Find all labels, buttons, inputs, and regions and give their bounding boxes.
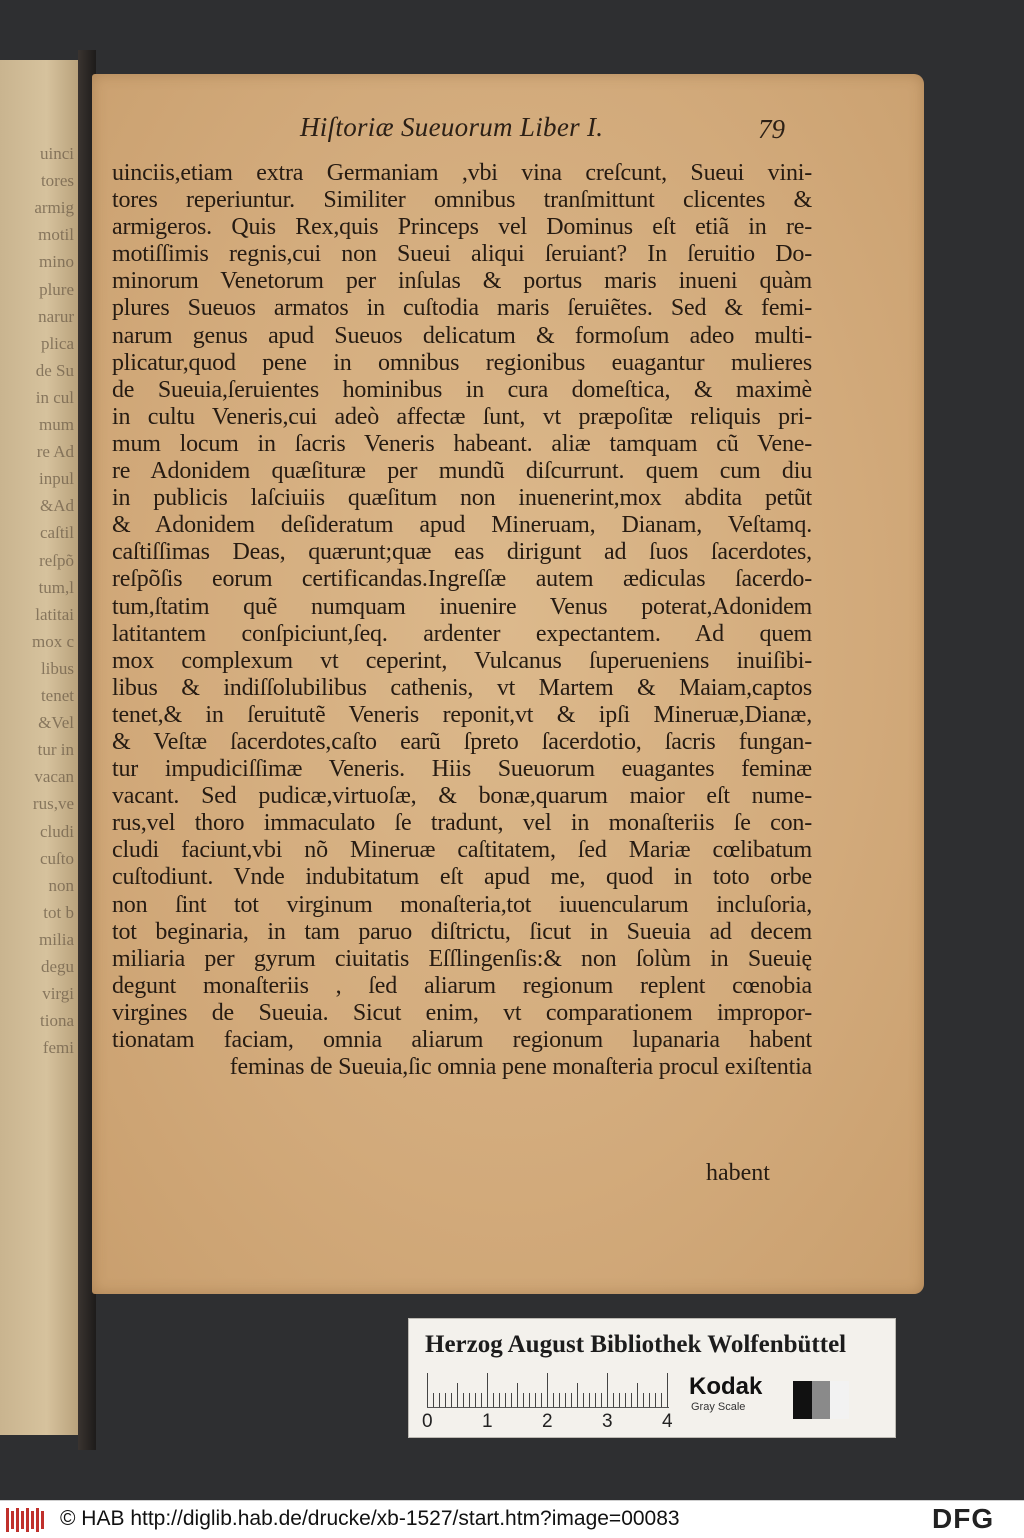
text-line: in publicis laſciuiis quæſitum non inuenerint,mox abdita petũt	[112, 485, 812, 512]
library-name: Herzog August Bibliothek Wolfenbüttel	[425, 1331, 847, 1358]
ruler-tick	[451, 1393, 452, 1407]
text-line: virgines de Sueuia. Sicut enim, vt comparationem impropor-	[112, 999, 812, 1026]
text-line: tores reperiuntur. Similiter omnibus tranſmittunt clicentes &	[112, 187, 812, 214]
ruler-tick	[649, 1393, 650, 1407]
ruler-tick	[637, 1383, 638, 1407]
text-line: armigeros. Quis Rex,quis Princeps vel Dominus eſt etiã in re-	[112, 214, 812, 241]
facing-page-fragment: caſtil	[40, 523, 74, 543]
facing-page-fragment: in cul	[35, 387, 74, 407]
facing-page-fragment: cludi	[40, 821, 74, 841]
facing-page-fragment: tot b	[43, 902, 74, 922]
text-line: feminas de Sueuia,ſic omnia pene monaſteria procul exiſtentia	[229, 1054, 812, 1081]
facing-page-fragment: vacan	[34, 767, 74, 787]
text-line: mum locum in ſacris Veneris habeant. aliæ tamquam cũ Vene-	[112, 430, 812, 457]
logo-bar	[31, 1511, 34, 1529]
gray-scale-card	[408, 1318, 896, 1438]
ruler-tick	[433, 1393, 434, 1407]
text-line: non ſint tot virginum monaſteria,tot iuuencularum incluſoria,	[112, 891, 812, 918]
ruler-tick	[613, 1393, 614, 1407]
ruler-number: 2	[542, 1411, 553, 1432]
running-head: Hiſtoriæ Sueuorum Liber I.	[300, 112, 604, 142]
footer-source-text: © HAB http://diglib.hab.de/drucke/xb-1527/start.htm?image=00083	[60, 1507, 680, 1530]
gray-scale-label: Gray Scale	[691, 1401, 746, 1413]
ruler-tick	[517, 1383, 518, 1407]
facing-page-fragment: cuſto	[40, 848, 74, 868]
logo-bar	[11, 1511, 14, 1529]
ruler-tick	[463, 1393, 464, 1407]
facing-page-fragment: virgi	[42, 984, 74, 1004]
ruler-tick	[499, 1393, 500, 1407]
text-line: narum genus apud Sueuos delicatum & formoſum adeo multi-	[112, 322, 812, 349]
text-line: tur impudiciſſimæ Veneris. Hiis Sueuorum euagantes feminæ	[112, 756, 812, 783]
facing-page-fragment: armig	[34, 198, 74, 218]
hab-logo-icon	[6, 1508, 44, 1532]
facing-page-fragment: narur	[38, 306, 74, 326]
facing-page-fragment: milia	[39, 929, 74, 949]
ruler-tick	[541, 1393, 542, 1407]
text-line: reſpõſis eorum certificandas.Ingreſſæ autem ædiculas ſacerdo-	[112, 566, 812, 593]
logo-bar	[36, 1508, 39, 1532]
facing-page-fragment: mox c	[31, 631, 74, 651]
dfg-logo: DFG	[932, 1503, 995, 1534]
ruler-tick	[481, 1393, 482, 1407]
ruler-tick	[589, 1393, 590, 1407]
text-line: tot beginaria, in tam paruo diſtrictu, ſicut in Sueuia ad decem	[112, 918, 812, 945]
text-line: cuſtodiunt. Vnde indubitatum eſt apud me, quod in toto orbe	[112, 864, 812, 891]
ruler-tick	[427, 1373, 428, 1407]
facing-page-fragment: tores	[40, 171, 74, 191]
ruler-tick	[559, 1393, 560, 1407]
ruler-tick	[505, 1393, 506, 1407]
catchword: habent	[706, 1160, 770, 1186]
text-line: & Adonidem deſideratum apud Mineruam, Dianam, Veſtamq.	[112, 512, 812, 539]
text-line: motiſſimis regnis,cui non Sueui aliqui ſeruiant? In ſeruitio Do-	[112, 241, 812, 268]
ruler-tick	[487, 1373, 488, 1407]
facing-page-fragment: mino	[39, 252, 74, 272]
ruler-tick	[553, 1393, 554, 1407]
ruler-tick	[619, 1393, 620, 1407]
text-line: plicatur,quod pene in omnibus regionibus euagantur mulieres	[112, 349, 812, 376]
facing-page-sliver	[0, 60, 81, 1435]
facing-page-fragment: tenet	[40, 686, 74, 705]
facing-page-fragment: de Su	[35, 360, 74, 380]
text-line: latitantem conſpiciunt,ſeq. ardenter expectantem. Ad quem	[112, 620, 812, 647]
text-line: mox complexum vt ceperint, Vulcanus ſuperueniens inuiſibi-	[112, 647, 812, 674]
logo-bar	[41, 1511, 44, 1529]
facing-page-fragment: uinci	[40, 144, 74, 163]
text-line: degunt monaſteriis , ſed aliarum regionum replent cœnobia	[112, 972, 812, 999]
facing-page-fragment: reſpõ	[39, 550, 74, 570]
facing-page-fragment: re Ad	[36, 442, 74, 462]
ruler-number: 3	[602, 1411, 613, 1432]
gray-patch	[812, 1381, 831, 1419]
facing-page-fragment: tum,l	[38, 577, 74, 597]
text-line: libus & indiſſolubilibus cathenis, vt Martem & Maiam,captos	[112, 674, 812, 701]
facing-page-fragment: &Ad	[40, 496, 74, 516]
ruler-tick	[511, 1393, 512, 1407]
text-line: tum,ſtatim quẽ numquam inuenire Venus poterat,Adonidem	[112, 593, 812, 620]
ruler-tick	[547, 1373, 548, 1407]
facing-page-fragment: plica	[40, 333, 74, 353]
facing-page-fragment: tur in	[37, 740, 74, 760]
ruler-tick	[583, 1393, 584, 1407]
ruler-tick	[631, 1393, 632, 1407]
ruler-tick	[565, 1393, 566, 1407]
facing-page-fragment: plure	[39, 279, 74, 299]
ruler-tick	[445, 1393, 446, 1407]
text-line: vacant. Sed pudicæ,virtuoſæ, & bonæ,quarum maior eſt nume-	[112, 783, 812, 810]
facing-page-fragment: inpul	[39, 469, 74, 489]
facing-page-fragment: non	[48, 875, 74, 895]
text-line: miliaria per gyrum ciuitatis Eſſlingenſis:& non ſolùm in Sueuię	[112, 945, 812, 972]
text-line: uinciis,etiam extra Germaniam ,vbi vina creſcunt, Sueui vini-	[112, 160, 812, 186]
facing-page-fragment: &Vel	[38, 713, 74, 733]
gray-patches	[793, 1381, 849, 1419]
facing-page-fragment: femi	[42, 1038, 74, 1058]
text-line: tenet,& in ſeruitutẽ Veneris reponit,vt & ipſi Mineruæ,Dianæ,	[112, 701, 812, 728]
ruler-tick	[529, 1393, 530, 1407]
ruler-tick	[667, 1373, 668, 1407]
body-text	[112, 160, 812, 1081]
ruler-tick	[469, 1393, 470, 1407]
facing-page-fragment: libus	[40, 658, 74, 678]
facing-page-fragment: latitai	[35, 604, 74, 624]
ruler-number: 0	[422, 1411, 433, 1432]
ruler-tick	[595, 1393, 596, 1407]
text-line: de Sueuia,ſeruientes hominibus in cura domeſtica, & maximè	[112, 376, 812, 403]
ruler-tick	[571, 1393, 572, 1407]
logo-bar	[21, 1511, 24, 1529]
ruler-number: 1	[482, 1411, 493, 1432]
ruler-tick	[535, 1393, 536, 1407]
text-line: tionatam faciam, omnia aliarum regionum lupanaria habent	[112, 1027, 812, 1053]
page-number: 79	[758, 114, 785, 144]
ruler-tick	[625, 1393, 626, 1407]
ruler-tick	[475, 1393, 476, 1407]
logo-bar	[26, 1508, 29, 1532]
text-line: rus,vel thoro immaculato ſe tradunt, vel in monaſteriis ſe con-	[112, 810, 812, 837]
text-line: caſtiſſimas Deas, quærunt;quæ eas dirigunt ad ſuos ſacerdotes,	[112, 539, 812, 566]
facing-page-fragment: motil	[38, 225, 74, 245]
ruler-number: 4	[662, 1411, 673, 1432]
facing-page-fragment: degu	[40, 957, 74, 976]
ruler-tick	[601, 1393, 602, 1407]
text-line: cludi faciunt,vbi nõ Mineruæ caſtitatem, ſed Mariæ cœlibatum	[112, 837, 812, 864]
ruler-tick	[493, 1393, 494, 1407]
text-line: minorum Venetorum per inſulas & portus maris inueni quàm	[112, 268, 812, 295]
text-line: plures Sueuos armatos in cuſtodia maris ſeruiẽtes. Sed & femi-	[112, 295, 812, 322]
facing-page-fragment: rus,ve	[32, 794, 74, 814]
logo-bar	[16, 1508, 19, 1532]
ruler-tick	[661, 1393, 662, 1407]
ruler	[427, 1373, 669, 1408]
kodak-logo: Kodak	[689, 1373, 763, 1400]
facing-page-fragment: tiona	[40, 1011, 74, 1031]
text-line: & Veſtæ ſacerdotes,caſto earũ ſpreto ſacerdotio, ſacris fungan-	[112, 728, 812, 755]
ruler-tick	[577, 1383, 578, 1407]
ruler-tick	[457, 1383, 458, 1407]
ruler-tick	[655, 1393, 656, 1407]
ruler-tick	[643, 1393, 644, 1407]
text-line: in cultu Veneris,cui adeò affectæ ſunt, vt præpoſitæ reliquis pri-	[112, 403, 812, 430]
ruler-tick	[439, 1393, 440, 1407]
logo-bar	[6, 1508, 9, 1532]
ruler-tick	[607, 1373, 608, 1407]
text-line: re Adonidem quæſituræ per mundũ diſcurrunt. quem cum diu	[112, 458, 812, 485]
facing-page-fragment: mum	[39, 415, 74, 434]
gray-patch	[793, 1381, 812, 1419]
footer-bar	[0, 1500, 1024, 1538]
ruler-tick	[523, 1393, 524, 1407]
gray-patch	[830, 1381, 849, 1419]
